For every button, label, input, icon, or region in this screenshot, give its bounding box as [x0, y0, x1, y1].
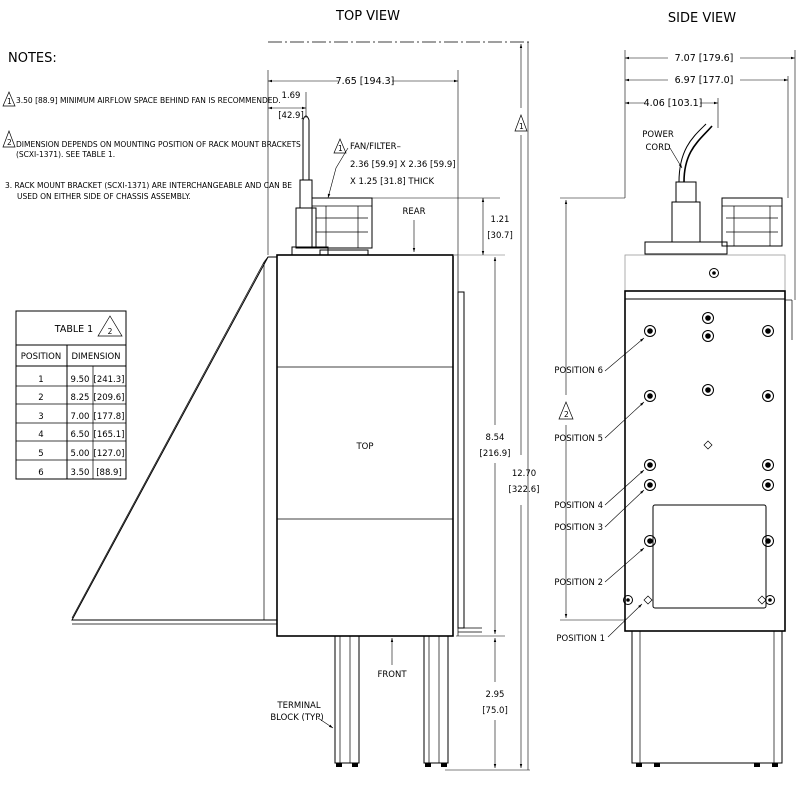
mounting-hole-center — [647, 393, 653, 399]
top-view — [72, 42, 539, 770]
position-label: POSITION 4 — [554, 501, 603, 511]
front-label: FRONT — [377, 670, 407, 680]
datum-mark — [758, 596, 766, 604]
table-cell-position: 6 — [38, 468, 44, 478]
position-label: POSITION 5 — [554, 434, 603, 444]
dim-1-21: 1.21 — [490, 215, 510, 225]
table-1-ref: 2 — [107, 327, 113, 336]
rear-label: REAR — [402, 207, 426, 217]
table-cell-position: 1 — [38, 375, 44, 385]
terminal-label-2: BLOCK (TYP) — [270, 713, 324, 723]
side-view — [554, 50, 795, 767]
table-cell-position: 2 — [38, 393, 44, 403]
note-3-line-2: USED ON EITHER SIDE OF CHASSIS ASSEMBLY. — [17, 192, 191, 201]
table-1-header-position: POSITION — [20, 352, 62, 362]
table-cell-mm: [177.8] — [93, 412, 125, 422]
dim-12-70: 12.70 — [511, 469, 537, 479]
table-cell-mm: [165.1] — [93, 430, 125, 440]
table-cell-inches: 9.50 — [70, 375, 90, 385]
mounting-hole-center — [705, 387, 711, 393]
mounting-hole-center — [647, 538, 653, 544]
table-1 — [16, 311, 126, 479]
screw-head-center — [626, 598, 630, 602]
note-3-line-1: 3. RACK MOUNT BRACKET (SCXI-1371) ARE INTERCHANGEABLE AND CAN BE — [5, 181, 293, 190]
mounting-hole-center — [705, 315, 711, 321]
position-label: POSITION 6 — [554, 366, 603, 376]
power-cord-label-2: CORD — [645, 143, 671, 153]
note-2 — [3, 131, 301, 159]
dim-75-0: [75.0] — [482, 706, 508, 716]
mounting-hole-center — [765, 462, 771, 468]
ref-2-number: 2 — [564, 410, 569, 419]
note-2-number: 2 — [7, 138, 12, 147]
fan-label-1: FAN/FILTER– — [350, 142, 401, 152]
table-cell-mm: [241.3] — [93, 375, 125, 385]
notes-heading: NOTES: — [8, 51, 57, 66]
table-cell-inches: 3.50 — [70, 468, 90, 478]
dim-6-97: 6.97 [177.0] — [674, 75, 734, 86]
table-cell-position: 4 — [38, 430, 44, 440]
rack-mount-bracket — [72, 257, 277, 628]
dim-7-65: 7.65 [194.3] — [335, 76, 395, 87]
table-1-title: TABLE 1 — [54, 324, 94, 335]
mounting-hole-center — [647, 462, 653, 468]
top-label: TOP — [356, 442, 374, 452]
table-cell-mm: [127.0] — [93, 449, 125, 459]
dim-4-06: 4.06 [103.1] — [643, 98, 703, 109]
note-1-number: 1 — [7, 97, 12, 106]
terminal-blocks — [335, 636, 448, 767]
fan-label-2: 2.36 [59.9] X 2.36 [59.9] — [350, 160, 456, 170]
side-mounting-holes — [624, 269, 775, 605]
table-cell-inches: 7.00 — [70, 412, 90, 422]
mounting-hole-center — [705, 333, 711, 339]
table-cell-mm: [88.9] — [96, 468, 122, 478]
notes-block — [3, 51, 301, 201]
top-view-title: TOP VIEW — [336, 9, 400, 24]
dim-42-9: [42.9] — [278, 111, 304, 121]
dim-8-54: 8.54 — [485, 433, 505, 443]
table-1-header-dimension: DIMENSION — [71, 352, 121, 362]
table-cell-mm: [209.6] — [93, 393, 125, 403]
table-cell-inches: 6.50 — [70, 430, 90, 440]
note-2-line-2: (SCXI-1371). SEE TABLE 1. — [16, 150, 116, 159]
fan-label-3: X 1.25 [31.8] THICK — [350, 177, 435, 187]
dim-216-9: [216.9] — [479, 449, 511, 459]
mounting-hole-center — [765, 538, 771, 544]
mounting-hole-center — [765, 482, 771, 488]
table-cell-position: 3 — [38, 412, 44, 422]
ref-1-number: 1 — [519, 122, 524, 131]
datum-mark — [704, 441, 712, 449]
side-fan — [722, 198, 782, 246]
table-cell-inches: 8.25 — [70, 393, 90, 403]
table-1-rows — [38, 375, 124, 478]
mounting-hole-center — [765, 328, 771, 334]
position-label: POSITION 2 — [554, 578, 603, 588]
dim-2-95: 2.95 — [485, 690, 505, 700]
mounting-hole-center — [765, 393, 771, 399]
dim-322-6: [322.6] — [508, 485, 540, 495]
note-2-line-1: DIMENSION DEPENDS ON MOUNTING POSITION OF RACK MOUNT BRACKETS — [16, 140, 301, 149]
mounting-hole-center — [647, 328, 653, 334]
dim-1-69: 1.69 — [281, 91, 301, 101]
screw-head-center — [768, 598, 772, 602]
fan-ref-number: 1 — [338, 144, 343, 153]
screw-head-center — [712, 271, 716, 275]
dim-7-07: 7.07 [179.6] — [674, 53, 734, 64]
position-labels — [554, 338, 644, 644]
note-3 — [5, 181, 292, 201]
position-label: POSITION 3 — [554, 523, 603, 533]
mounting-hole-center — [647, 482, 653, 488]
terminal-label-1: TERMINAL — [277, 701, 321, 711]
chassis-top — [277, 255, 482, 636]
note-1-text: 3.50 [88.9] MINIMUM AIRFLOW SPACE BEHIND FAN IS RECOMMENDED. — [16, 96, 281, 105]
position-label: POSITION 1 — [556, 634, 605, 644]
datum-mark — [644, 596, 652, 604]
note-1 — [3, 92, 281, 106]
power-cord-label-1: POWER — [642, 130, 674, 140]
table-cell-position: 5 — [38, 449, 44, 459]
table-cell-inches: 5.00 — [70, 449, 90, 459]
dim-30-7: [30.7] — [487, 231, 513, 241]
side-view-title: SIDE VIEW — [667, 11, 737, 26]
